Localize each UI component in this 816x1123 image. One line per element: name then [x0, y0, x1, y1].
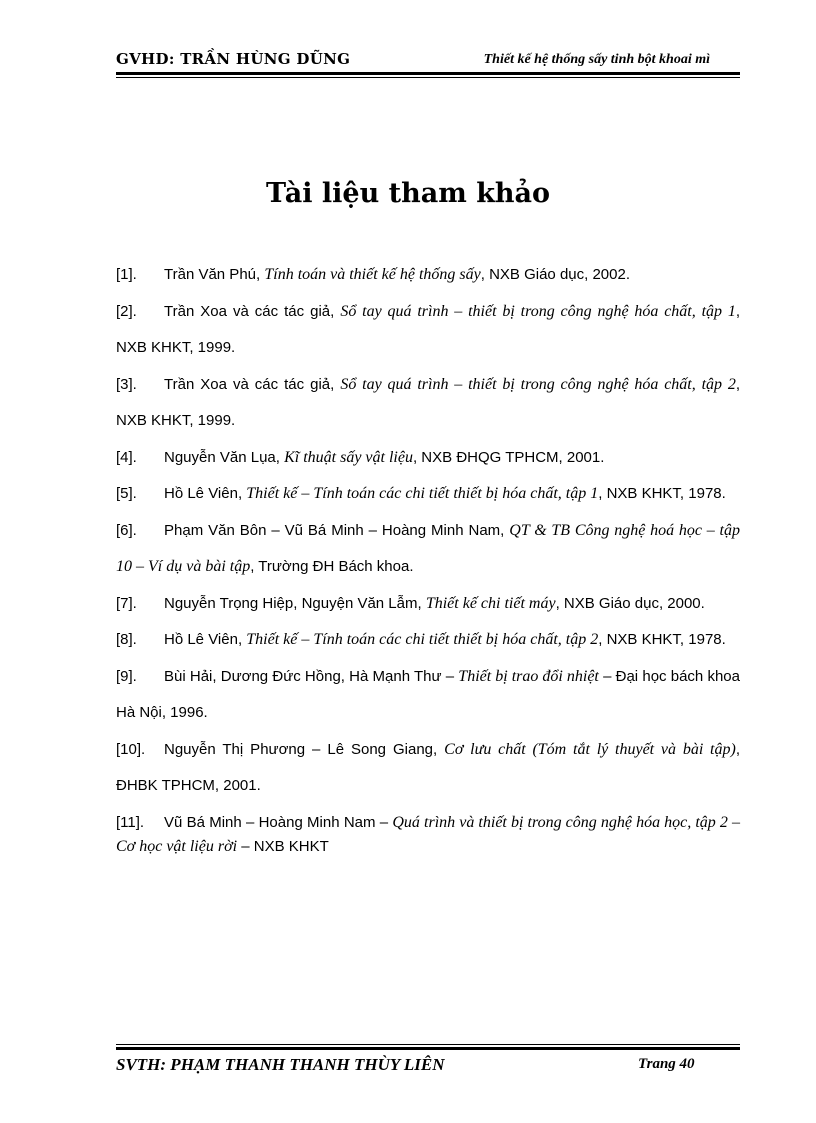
- reference-authors: Phạm Văn Bôn – Vũ Bá Minh – Hoàng Minh Nam,: [164, 521, 510, 539]
- reference-title: Quá trình và thiết bị trong công nghệ hóa học, tập 2 – Cơ học vật liệu rời: [116, 813, 740, 855]
- reference-publisher: , NXB KHKT, 1999.: [116, 375, 741, 429]
- reference-item: [116, 659, 740, 732]
- reference-publisher: , NXB ĐHQG TPHCM, 2001.: [412, 448, 605, 466]
- header-rule-thick: [116, 72, 740, 75]
- reference-item: [116, 367, 740, 440]
- reference-item: [116, 811, 740, 859]
- page-title: Tài liệu tham khảo: [265, 178, 551, 209]
- reference-number: [10].: [116, 740, 146, 758]
- footer-rule-thick: [116, 1047, 740, 1050]
- reference-number: [2].: [116, 302, 137, 320]
- footer-rule-thin: [116, 1044, 740, 1045]
- reference-authors: Trần Xoa và các tác giả,: [164, 375, 341, 393]
- reference-item: [116, 440, 740, 477]
- reference-title: Kĩ thuật sấy vật liệu: [284, 448, 413, 466]
- reference-number: [1].: [116, 266, 137, 283]
- reference-authors: Hồ Lê Viên,: [164, 631, 247, 648]
- reference-number: [6].: [116, 521, 137, 539]
- reference-publisher: – Đại học bách khoa Hà Nội, 1996.: [116, 667, 740, 721]
- reference-number: [3].: [116, 375, 137, 393]
- reference-item: [116, 586, 740, 623]
- reference-authors: Trần Văn Phú,: [164, 266, 265, 283]
- reference-number: [5].: [116, 485, 137, 502]
- header-rule-thin: [116, 77, 740, 78]
- reference-publisher: , NXB Giáo dục, 2002.: [480, 266, 631, 283]
- reference-title: Thiết kế – Tính toán các chi tiết thiết bị hóa chất, tập 1: [246, 485, 599, 502]
- reference-publisher: – NXB KHKT: [237, 837, 329, 855]
- reference-number: [7].: [116, 594, 137, 612]
- reference-publisher: , NXB Giáo dục, 2000.: [555, 594, 705, 612]
- reference-title: Tính toán và thiết kế hệ thống sấy: [264, 266, 481, 283]
- reference-authors: Nguyễn Thị Phương – Lê Song Giang,: [164, 740, 445, 758]
- reference-title: Thiết kế chi tiết máy: [425, 594, 556, 612]
- reference-title: Thiết bị trao đổi nhiệt: [458, 667, 599, 685]
- reference-number: [8].: [116, 631, 137, 648]
- reference-title: Thiết kế – Tính toán các chi tiết thiết bị hóa chất, tập 2: [246, 631, 599, 648]
- header-thesis-title: Thiết kế hệ thống sấy tinh bột khoai mì: [483, 52, 710, 67]
- reference-title: QT & TB Công nghệ hoá học – tập 10 – Ví dụ và bài tập: [116, 521, 740, 575]
- reference-title: Sổ tay quá trình – thiết bị trong công nghệ hóa chất, tập 1: [340, 302, 736, 320]
- header-advisor: GVHD: TRẦN HÙNG DŨNG: [116, 50, 351, 68]
- reference-item: [116, 622, 740, 659]
- footer-student: SVTH: PHẠM THANH THANH THÙY LIÊN: [116, 1055, 445, 1074]
- reference-title: Cơ lưu chất (Tóm tắt lý thuyết và bài tập): [444, 740, 736, 758]
- page-header: [116, 50, 740, 70]
- reference-item: [116, 476, 740, 513]
- reference-publisher: , NXB KHKT, 1978.: [598, 485, 726, 502]
- reference-title: Sổ tay quá trình – thiết bị trong công nghệ hóa chất, tập 2: [340, 375, 736, 393]
- reference-publisher: , Trường ĐH Bách khoa.: [250, 558, 414, 575]
- reference-authors: Vũ Bá Minh – Hoàng Minh Nam –: [164, 813, 393, 831]
- reference-authors: Bùi Hải, Dương Đức Hồng, Hà Mạnh Thư –: [164, 667, 459, 685]
- reference-authors: Trần Xoa và các tác giả,: [164, 302, 341, 320]
- reference-authors: Hồ Lê Viên,: [164, 485, 247, 502]
- reference-publisher: , NXB KHKT, 1978.: [598, 631, 726, 648]
- reference-publisher: , ĐHBK TPHCM, 2001.: [116, 740, 740, 794]
- page-footer: [116, 1055, 740, 1075]
- reference-authors: Nguyễn Văn Lụa,: [164, 448, 285, 466]
- reference-number: [11].: [116, 813, 145, 831]
- reference-list: [116, 257, 740, 859]
- reference-authors: Nguyễn Trọng Hiệp, Nguyện Văn Lẫm,: [164, 594, 426, 612]
- reference-number: [4].: [116, 448, 137, 466]
- reference-number: [9].: [116, 667, 137, 685]
- reference-item: [116, 257, 740, 294]
- reference-item: [116, 732, 740, 805]
- reference-item: [116, 513, 740, 586]
- reference-item: [116, 294, 740, 367]
- reference-publisher: , NXB KHKT, 1999.: [116, 302, 741, 356]
- page-number: Trang 40: [638, 1056, 695, 1072]
